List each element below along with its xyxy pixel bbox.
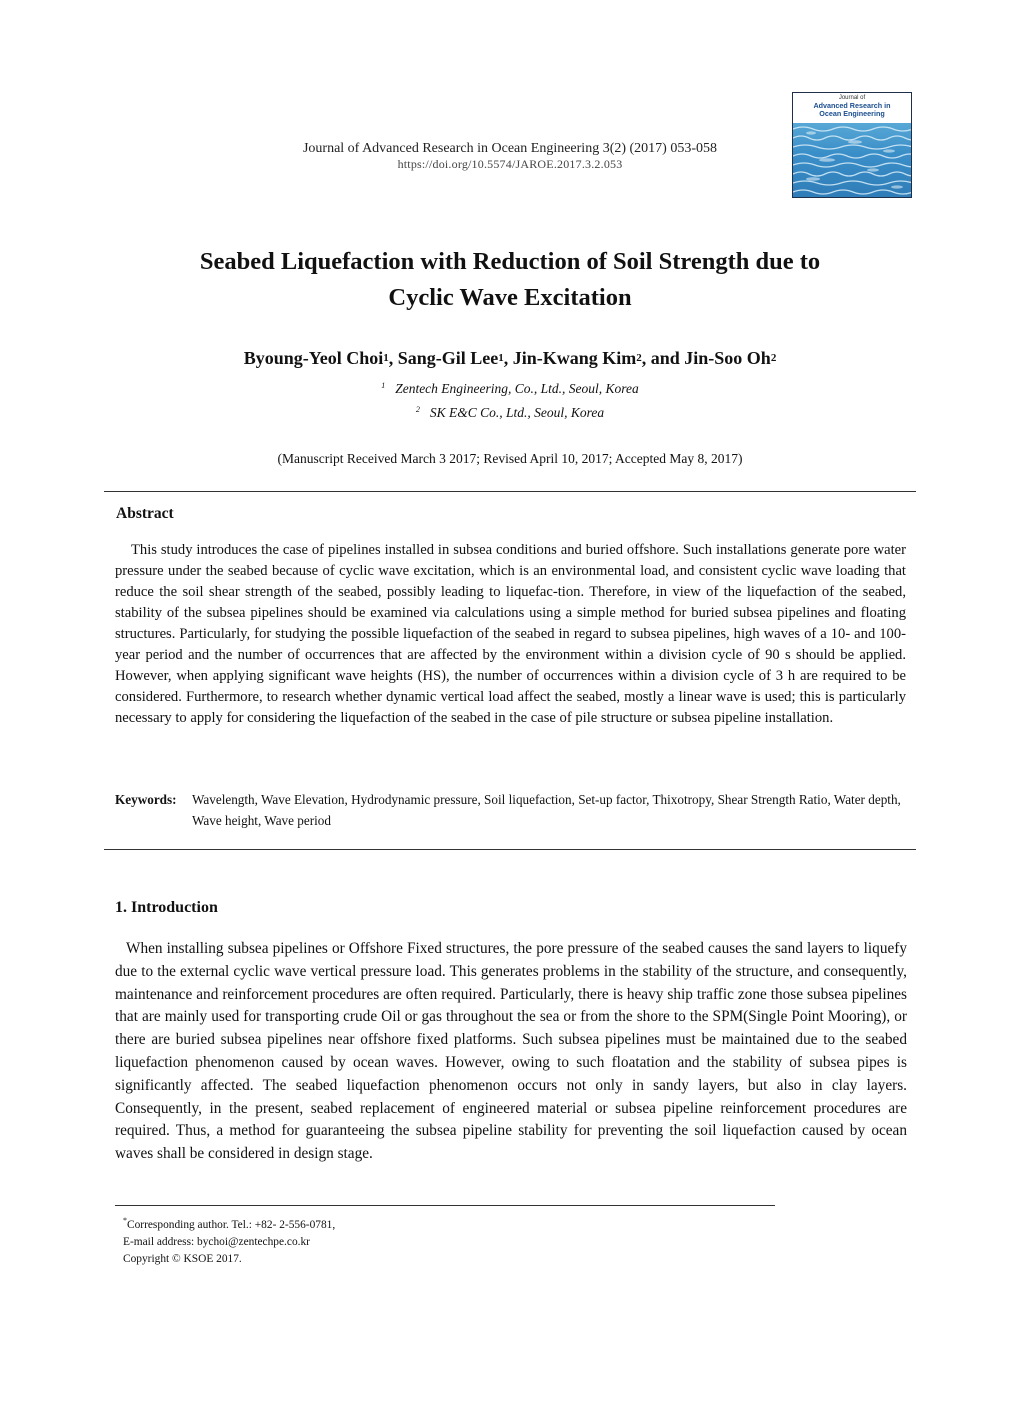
affiliation-2 [100, 401, 920, 422]
cover-title-line2: Ocean Engineering [819, 109, 885, 118]
keywords-text: Wavelength, Wave Elevation, Hydrodynamic pressure, Soil liquefaction, Set-up factor, Thixotropy, Shear Strength Ratio, Water depth, Wave height, Wave period [192, 792, 901, 828]
author-name: Sang-Gil Lee [397, 348, 499, 368]
journal-cover-image [792, 92, 912, 198]
corresponding-author-text: Corresponding author. Tel.: +82- 2-556-0781, [127, 1218, 336, 1231]
footnote-corresponding [123, 1212, 335, 1234]
title-line-2: Cyclic Wave Excitation [388, 284, 632, 311]
divider-top [104, 491, 916, 492]
affiliation-text: Zentech Engineering, Co., Ltd., Seoul, Korea [395, 381, 639, 396]
author-separator: , and [641, 348, 685, 368]
author-separator: , [388, 348, 398, 368]
introduction-body: When installing subsea pipelines or Offshore Fixed structures, the pore pressure of the seabed causes the sand layers to liquefy due to the external cyclic wave vertical pressure load. This generates problems in the stability of the structure, and consequently, maintenance and reinforcement procedures are often required. Particularly, there is heavy ship traffic zone those subsea pipelines that are mainly used for transporting crude Oil or gas throughout the sea or from the shore to the SPM(Single Point Mooring), or there are buried subsea pipelines near offshore fixed platforms. Such subsea pipelines must be maintained due to the seabed liquefaction phenomenon caused by ocean waves. However, owing to such floatation and the stability of subsea pipes is significantly affected. The seabed liquefaction phenomenon occurs not only in sandy layers, but also in clay layers. Consequently, in the present, seabed replacement of engineered material or subsea pipeline reinforcement procedures are required. Thus, a method for guaranteeing the subsea pipeline stability for preventing the soil liquefaction caused by ocean waves shall be considered in design stage. [115, 940, 907, 1163]
journal-citation: Journal of Advanced Research in Ocean Engineering 3(2) (2017) 053-058 [302, 141, 718, 156]
affiliation-mark: 1 [381, 381, 386, 390]
keywords-label: Keywords: [115, 792, 177, 807]
author-name: Jin-Kwang Kim [512, 348, 637, 368]
author-separator: , [503, 348, 513, 368]
author-list [100, 345, 920, 374]
abstract-heading: Abstract [116, 505, 174, 522]
section-heading-introduction: 1. Introduction [115, 899, 218, 916]
author-affiliation-mark: 2 [770, 352, 777, 364]
author-affiliation-mark: 2 [636, 352, 642, 364]
affiliation-1 [100, 377, 920, 398]
affiliation-mark: 2 [415, 405, 420, 414]
author-affiliation-mark: 1 [383, 352, 389, 364]
paper-title [100, 244, 920, 316]
cover-small-label: Journal of [838, 95, 866, 101]
author-affiliation-mark: 1 [498, 352, 504, 364]
footnotes [123, 1212, 335, 1268]
affiliation-text: SK E&C Co., Ltd., Seoul, Korea [429, 405, 605, 420]
author-name: Byoung-Yeol Choi [243, 348, 384, 368]
doi-link[interactable]: https://doi.org/10.5574/JAROE.2017.3.2.053 [397, 157, 623, 171]
footnote-divider [115, 1205, 775, 1206]
cover-wave-pattern [793, 123, 911, 197]
title-line-1: Seabed Liquefaction with Reduction of Soil Strength due to [199, 248, 821, 275]
abstract-body: This study introduces the case of pipelines installed in subsea conditions and buried offshore. Such installations generate pore water pressure under the seabed because of cyclic wave excitation, which is an environmental load, and consistent cyclic wave loading that reduce the soil shear strength of the seabed, possibly leading to liquefac-tion. Therefore, in view of the liquefaction of the seabed, stability of the subsea pipelines should be examined via calculations using a simple method for buried subsea pipelines and floating structures. Particularly, for studying the possible liquefaction of the seabed in regard to subsea pipelines, high waves of a 10- and 100-year period and the number of occurrences that are affected by the environment within a division cycle of 90 s should be applied. However, when applying significant wave heights (HS), the number of occurrences within a division cycle of 3 h are required to be considered. Furthermore, to research whether dynamic vertical load affect the seabed, mostly a linear wave is used; this is particularly necessary to apply for considering the liquefaction of the seabed in the case of pile structure or subsea pipeline installation. [115, 542, 906, 726]
author-name: Jin-Soo Oh [684, 348, 771, 368]
cover-title-line1: Advanced Research in [813, 101, 891, 110]
divider-bottom [104, 849, 916, 850]
footnote-marker: * [123, 1216, 127, 1225]
footnote-email[interactable]: E-mail address: bychoi@zentechpe.co.kr [123, 1235, 310, 1248]
footnote-copyright: Copyright © KSOE 2017. [123, 1252, 242, 1265]
manuscript-dates: (Manuscript Received March 3 2017; Revised April 10, 2017; Accepted May 8, 2017) [277, 451, 743, 466]
